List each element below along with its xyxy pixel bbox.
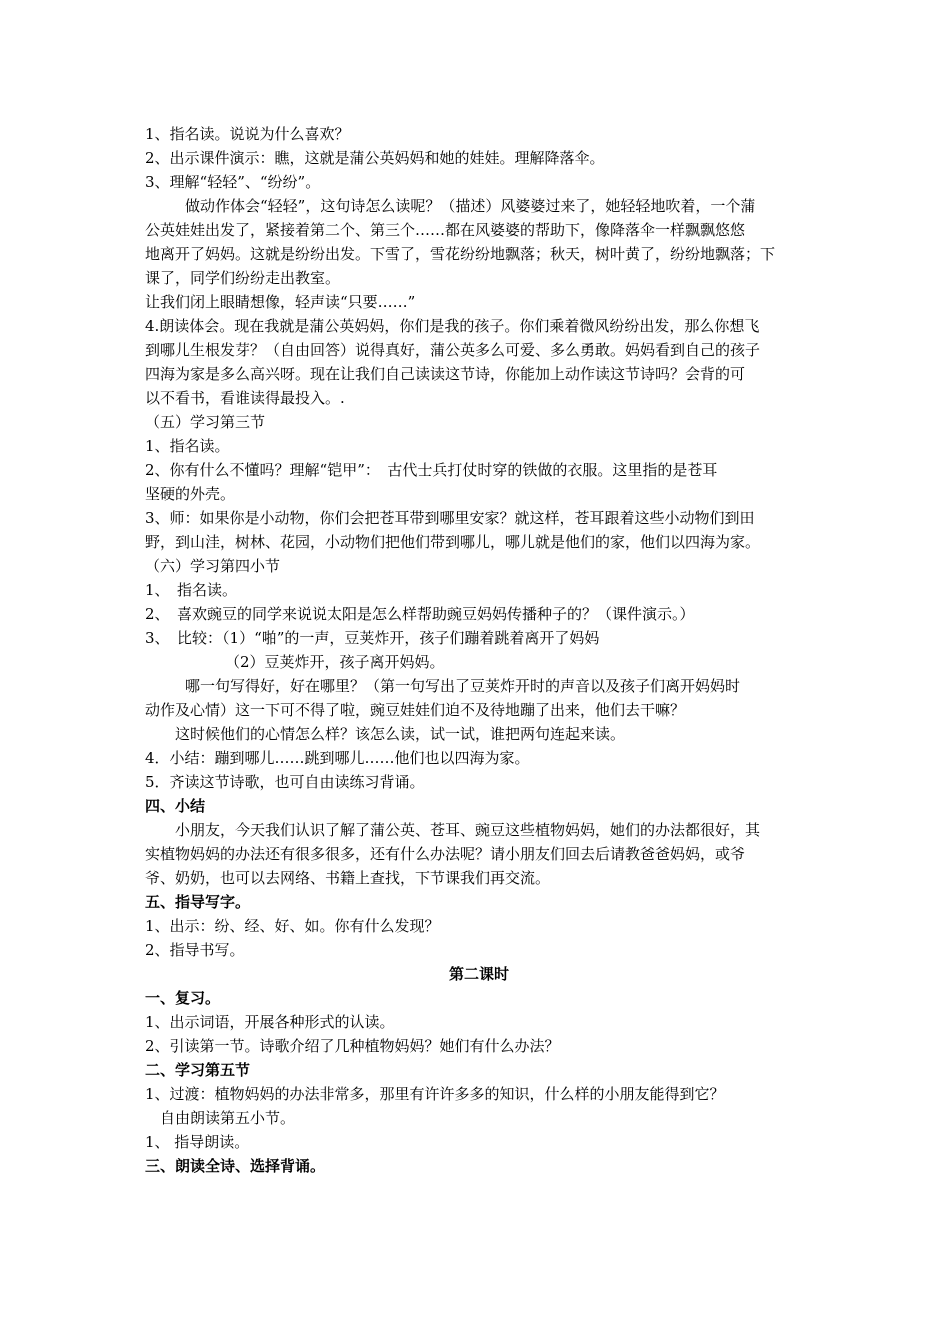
text-line: 1、出示词语，开展各种形式的认读。 (145, 1013, 395, 1031)
text-line: 做动作体会“轻轻”，这句诗怎么读呢？（描述）风婆婆过来了，她轻轻地吹着，一个蒲 (185, 197, 756, 215)
text-line: 课了，同学们纷纷走出教室。 (145, 269, 341, 287)
text-line: 坚硬的外壳。 (145, 485, 236, 503)
text-line: 3、师：如果你是小动物，你们会把苍耳带到哪里安家？就这样，苍耳跟着这些小动物们到田 (145, 509, 755, 527)
text-line: 1、过渡：植物妈妈的办法非常多，那里有许许多多的知识，什么样的小朋友能得到它？ (145, 1085, 725, 1103)
text-line: 野，到山洼，树林、花园，小动物们把他们带到哪儿，哪儿就是他们的家，他们以四海为家。 (145, 533, 761, 551)
section-heading: 五、指导写字。 (145, 893, 251, 911)
lesson-plan-text (145, 122, 813, 1178)
text-line: （五）学习第三节 (145, 413, 266, 431)
text-line: 到哪儿生根发芽？（自由回答）说得真好，蒲公英多么可爱、多么勇敢。妈妈看到自己的孩子 (145, 341, 761, 359)
text-line: 哪一句写得好，好在哪里？（第一句写出了豆荚炸开时的声音以及孩子们离开妈妈时 (185, 677, 741, 695)
text-line: 1、 指名读。 (145, 581, 238, 599)
text-line: 1、指名读。 (145, 437, 230, 455)
text-line: 爷、奶奶，也可以去网络、书籍上查找，下节课我们再交流。 (145, 869, 551, 887)
text-line: 地离开了妈妈。这就是纷纷出发。下雪了，雪花纷纷地飘落；秋天，树叶黄了，纷纷地飘落；下 (145, 245, 776, 263)
text-line: 让我们闭上眼睛想像，轻声读“只要……” (145, 293, 416, 311)
text-line: 2、引读第一节。诗歌介绍了几种植物妈妈？她们有什么办法？ (145, 1037, 560, 1055)
section-heading: 第二课时 (448, 965, 509, 983)
text-line: 以不看书，看谁读得最投入。. (145, 389, 345, 407)
section-heading: 二、学习第五节 (145, 1061, 251, 1079)
text-line: 4．小结：蹦到哪儿……跳到哪儿……他们也以四海为家。 (145, 749, 530, 767)
text-line: 公英娃娃出发了，紧接着第二个、第三个……都在风婆婆的帮助下，像降落伞一样飘飘悠悠 (145, 221, 746, 239)
text-line: 3、 比较：（1）“啪”的一声，豆荚炸开，孩子们蹦着跳着离开了妈妈 (145, 629, 600, 647)
text-line: 自由朗读第五小节。 (160, 1109, 296, 1127)
text-line: （六）学习第四小节 (145, 557, 281, 575)
text-line: 四海为家是多么高兴呀。现在让我们自己读读这节诗，你能加上动作读这节诗吗？会背的可 (145, 365, 746, 383)
text-line: 1、出示：纷、经、好、如。你有什么发现？ (145, 917, 440, 935)
text-line: 这时候他们的心情怎么样？该怎么读，试一试，谁把两句连起来读。 (175, 725, 626, 743)
text-line: 4.朗读体会。现在我就是蒲公英妈妈，你们是我的孩子。你们乘着微风纷纷出发，那么你想飞 (145, 317, 760, 335)
text-line: 2、 喜欢豌豆的同学来说说太阳是怎么样帮助豌豆妈妈传播种子的？（课件演示。） (145, 605, 695, 623)
text-line: 2、出示课件演示：瞧，这就是蒲公英妈妈和她的娃娃。理解降落伞。 (145, 149, 605, 167)
text-line: 5．齐读这节诗歌，也可自由读练习背诵。 (145, 773, 425, 791)
text-line: 小朋友，今天我们认识了解了蒲公英、苍耳、豌豆这些植物妈妈，她们的办法都很好，其 (175, 821, 761, 839)
text-line: 1、指名读。说说为什么喜欢？ (145, 125, 350, 143)
section-heading: 三、朗读全诗、选择背诵。 (145, 1157, 326, 1175)
text-line: 3、理解“轻轻”、“纷纷”。 (145, 173, 321, 191)
text-line: （2）豆荚炸开，孩子离开妈妈。 (225, 653, 445, 671)
text-line: 2、指导书写。 (145, 941, 245, 959)
text-line: 动作及心情）这一下可不得了啦，豌豆娃娃们迫不及待地蹦了出来，他们去干嘛？ (145, 701, 686, 719)
text-line: 2、你有什么不懂吗？理解“铠甲”： 古代士兵打仗时穿的铁做的衣服。这里指的是苍耳 (145, 461, 718, 479)
text-line: 1、 指导朗读。 (145, 1133, 250, 1151)
text-line: 实植物妈妈的办法还有很多很多，还有什么办法呢？请小朋友们回去后请教爸爸妈妈，或爷 (145, 845, 746, 863)
section-heading: 四、小结 (145, 797, 206, 815)
section-heading: 一、复习。 (145, 989, 221, 1007)
